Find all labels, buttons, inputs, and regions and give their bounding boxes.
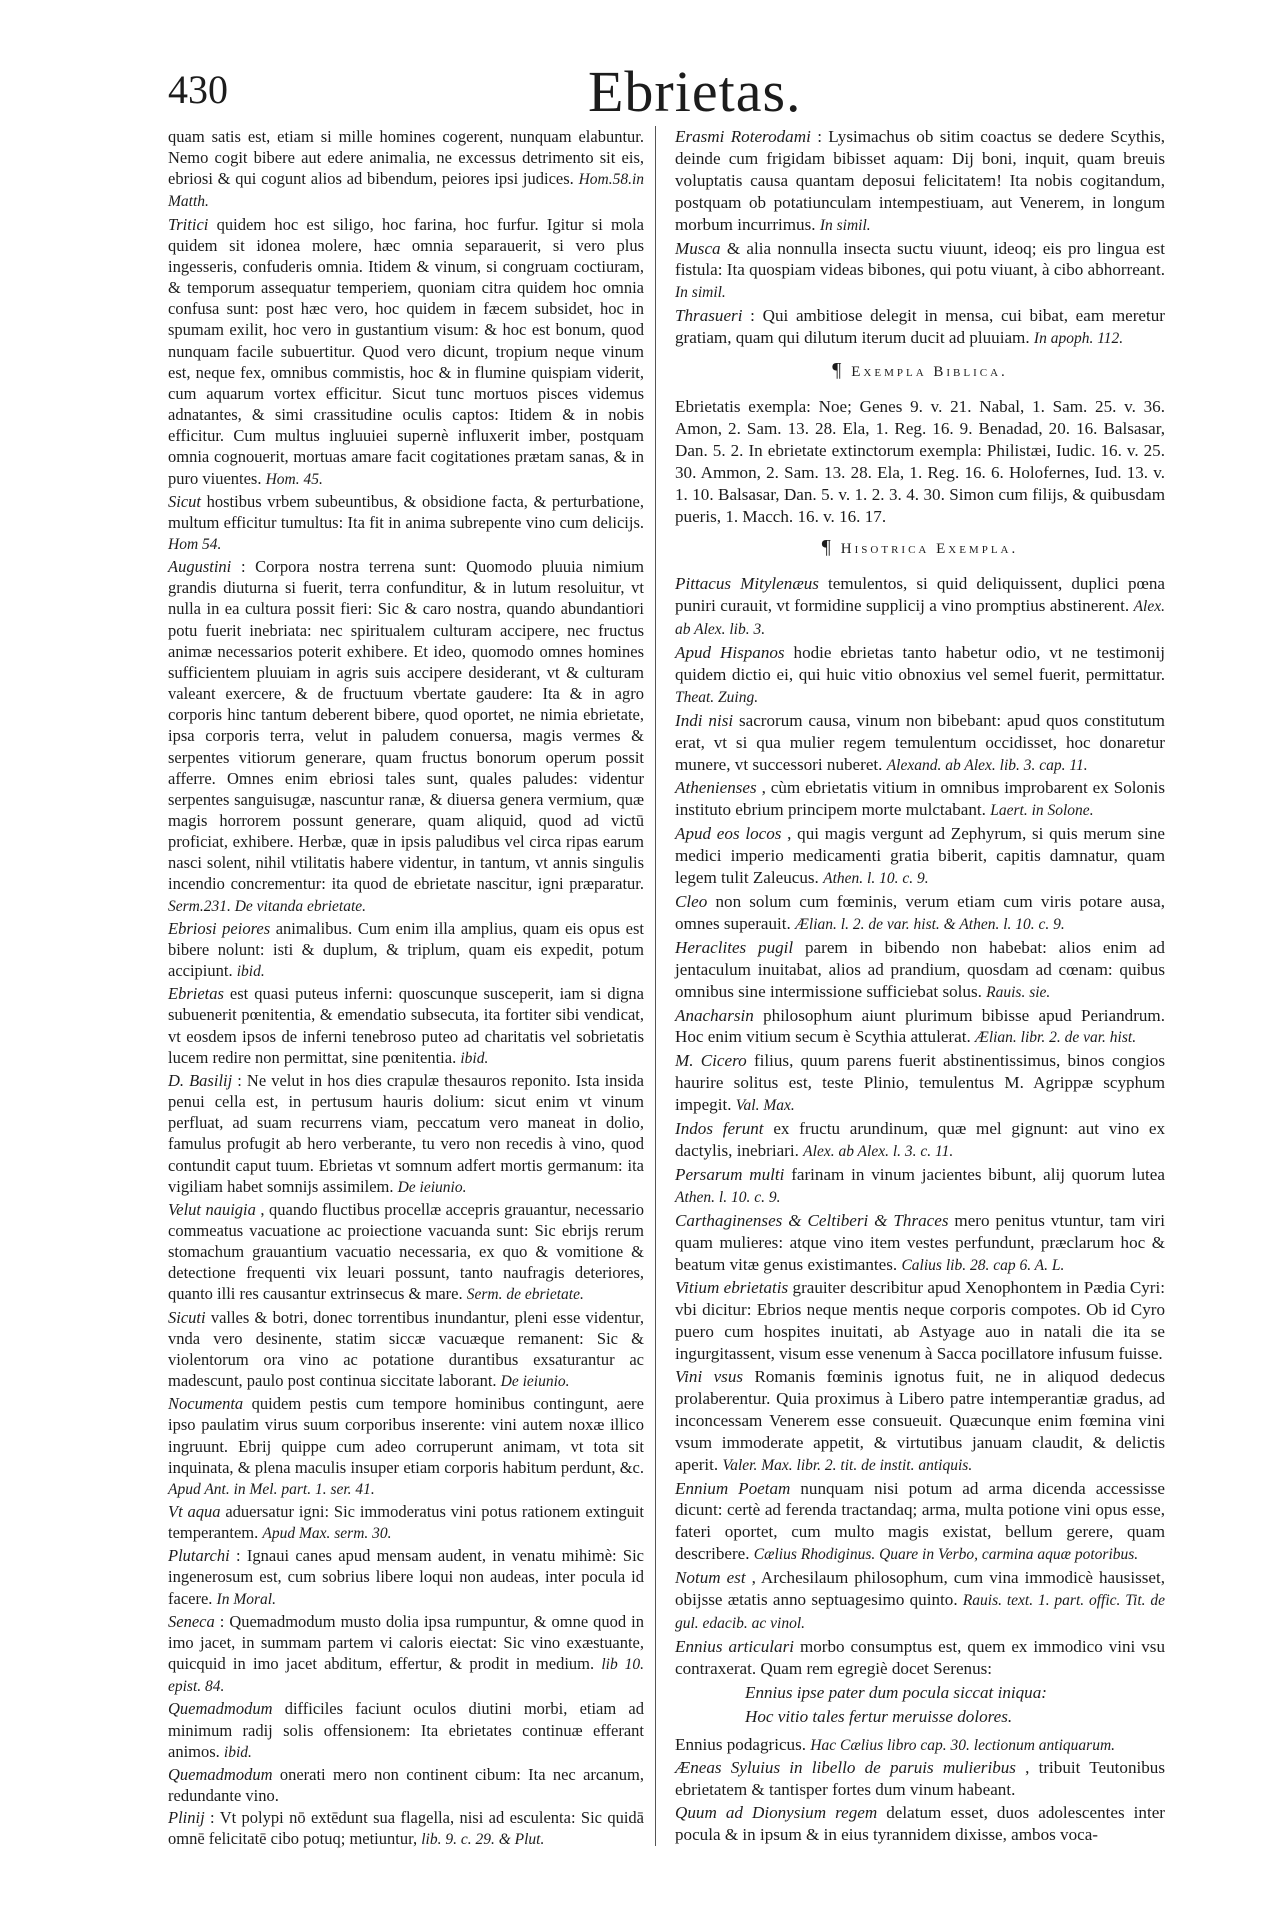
heading-text: Hisotrica Exempla. (840, 541, 1019, 558)
historica-section (675, 573, 1165, 1679)
paragraph (675, 1478, 1165, 1567)
paragraph (168, 1307, 644, 1393)
paragraph (168, 918, 644, 982)
paragraph-text: : Lysimachus ob sitim coactus se dedere Scythis, deinde cum frigidam bibisset aquam: Dij boni, inquit, quam breuis voluptatis causa quantam deposui felicitatem! Ita nobis cogitandum, postquam ob potatiunculam intempestiuam, aut Venerem, in longum morbum incurrimus. (675, 127, 1165, 234)
paragraph-text: , cùm ebrietatis vitium in omnibus improbarent ex Solonis instituto ebrium principem morte mulctabant. (675, 778, 1165, 820)
paragraph-text: sacrorum causa, vinum non bibebant: apud quos constitutum erat, vt si qua mulier regem temulentum occidisset, hoc donaretur munere, vt successori nuberet. (675, 710, 1165, 774)
paragraph (675, 305, 1165, 350)
paragraph-text: : Corpora nostra terrena sunt: Quomodo pluuia nimium grandis diuturna si fuerit, terra confunditur, & in lutum resoluitur, vt nulla in ea cultura possit fieri: Sic & caro nostra, quando abundantiori potu fuerit inebriata: nec spiritualem culturam accipere, nec fructus animæ necessarios poterit exhibere. Et ideo, quomodo omnes homines sufficientem pluuiam in agris suis accipere desiderant, vt & culturam valeant exercere, & de fructuum vbertate gaudere: Ita & in agro corporis hinc tantum deberent bibere, quod oportet, ne nimia ebrietate, ipsa corporis terra, velut in paludem conuersa, magis vermes & serpentes vitiorum generare, quam fructus bonorum operum possit afferre. Omnes enim ebriosi tales sunt, quales paludes: videntur serpentes sanguisugæ, nascuntur ranæ, & diuersa genera vermium, quæ magis horrorem possunt generare, quam aliquid, quod ad victū proficiat, exhibere. Herbæ, quæ in ipsis paludibus vel circa ripas earum nasci solent, nihil vtilitatis habere videntur, in tantum, vt annis singulis incendio concrementur: ita quod de ebrietate nascitur, igni præparatur. (168, 557, 644, 894)
paragraph-text: animalibus. Cum enim illa amplius, quam eis opus est bibere nolunt: isti & duplum, & triplum, quam eis expedit, potum accipiunt. (168, 918, 644, 981)
paragraph (675, 1366, 1165, 1477)
paragraph (675, 1210, 1165, 1277)
verse-line: Ennius ipse pater dum pocula siccat iniqua: (745, 1682, 1047, 1702)
citation: Valer. Max. libr. 2. tit. de instit. antiquis. (722, 1456, 973, 1474)
paragraph-text: : Qui ambitiose delegit in mensa, cui bibat, eam meretur gratiam, quam qui dilutum iterum ducit ad pluuiam. (675, 306, 1165, 348)
paragraph-text: Ebrietatis exempla: Noe; Genes 9. v. 21. Nabal, 1. Sam. 25. v. 36. Amon, 2. Sam. 13. 28. Ela, 1. Reg. 16. 9. Benadad, 20. 16. Balsasar, Dan. 5. 2. In ebrietate extinctorum exempla: Philistæi, Iudic. 16. v. 25. 30. Ammon, 2. Sam. 13. 28. Ela, 1. Reg. 16. 6. Holofernes, Iud. 13. v. 1. 10. Balsasar, Dan. 5. v. 1. 2. 3. 4. 30. Simon cum filijs, & quibusdam pueris, 1. Macch. 16. v. 16. 17. (675, 396, 1165, 526)
lead-term: Anacharsin (675, 1005, 754, 1025)
lead-term: Quum ad Dionysium regem (675, 1803, 878, 1823)
paragraph (675, 1734, 1165, 1757)
paragraph-text: grauiter describitur apud Xenophontem in Pædia Cyri: vbi dicitur: Ebrios neque mentis neque corporis compotes. Ob id Cyro puero cum hospites inuitati, ab Astyage auo in natali die ita se ingurgitassent, visum esse venenum à Sacca pocillatore infusum fuisse. (675, 1278, 1165, 1364)
paragraph-text: , quando fluctibus procellæ accepris grauantur, necessario commeatus vacuatione ac proiectione vacuanda sunt: Sic ebrijs rerum stomachum grauantium vacuatio necessaria, ex quo & vomitione & detectione frequenti vix leuari possunt, tanto naufragis deteriores, quanto illi res causantur extrinsecus & mare. (168, 1199, 644, 1304)
citation: Hom 54. (168, 535, 222, 553)
lead-term: Notum est (675, 1568, 746, 1588)
paragraph (168, 1393, 644, 1500)
paragraph (675, 1757, 1165, 1801)
paragraph-text: non solum cum fœminis, verum etiam cum viris potare ausa, omnes superauit. (675, 892, 1165, 933)
paragraph-text: quidem pestis cum tempore hominibus contingunt, aere ipso paulatim virus suum corporibus inserente: vini autem noxæ illico ingruunt. Ebrij quippe cum adeo corruperunt animam, vt tota sit inquinata, & plena maculis insuper etiam corporis habitum perdunt, &c. (168, 1394, 645, 1477)
lead-term: Sicut (168, 491, 201, 511)
citation: De ieiunio. (500, 1373, 570, 1391)
paragraph-text: & alia nonnulla insecta suctu viuunt, ideoq; eis pro lingua est fistula: Ita quospiam videas bibones, qui potu viuant, à cibo abhorreant. (675, 238, 1165, 280)
citation: In simil. (819, 216, 871, 234)
column-divider (655, 126, 656, 1846)
paragraph-text: hostibus vrbem subeuntibus, & obsidione facta, & perturbatione, multum efficitur tumultus: Ita fit in anima subrepente vino cum delicijs. (168, 491, 645, 532)
closing-section (675, 1734, 1165, 1847)
citation: Alex. ab Alex. lib. 3. (675, 598, 1165, 639)
lead-term: Quemadmodum (168, 1764, 273, 1784)
citation: De ieiunio. (397, 1178, 467, 1196)
citation: Laert. in Solone. (990, 802, 1094, 820)
paragraph (675, 710, 1165, 777)
paragraph-text: morbo consumptus est, quem ex immodico vini vsu contraxerat. Quam rem egregiè docet Serenus: (675, 1636, 1165, 1678)
citation: Hom.58.in Matth. (168, 171, 645, 211)
paragraph-text: delatum esset, duos adolescentes inter pocula & in ipsum & in eius tyrannidem dixisse, ambos voca- (675, 1803, 1166, 1845)
paragraph-text: , qui magis vergunt ad Zephyrum, si quis merum sine medici imperio medicamenti gratia biberit, capitis damnatur, quam legem tulit Zaleucus. (675, 824, 1165, 888)
lead-term: Vini vsus (675, 1367, 744, 1387)
paragraph (168, 1545, 644, 1609)
citation: ibid. (223, 1743, 252, 1761)
paragraph (675, 1118, 1165, 1163)
lead-term: Carthaginenses & Celtiberi & Thraces (675, 1210, 949, 1230)
lead-term: Ebrietas (168, 984, 224, 1004)
paragraph-text: quidem hoc est siligo, hoc farina, hoc furfur. Igitur si mola quidem sit idonea molere, hæc omnia separauerit, si vero plus ingesseris, confuderis omnia. Itidem & vinum, si congruam coctiuram, & temporum assequatur temperiem, quoniam citra quidem hoc omnia confusa sunt: post hæc vero, hoc quidem in fæcem subsidet, hoc in spumam exilit, hoc vero in gustantium visum: & hoc est bonum, quod nunquam facile subuertitur. Quod vero dicunt, tropium neque vinum est, neque fex, omnibus commistis, hoc & in flumine quispiam viderit, cum aquarum vortex efficitur. Sicut tunc mortuos pisces videmus adnatantes, & simi crassitudine oculis captos: Itidem & in nobis efficitur. Cum multus ingluuiei supernè influxerit imber, postquam omnia cognouerit, mortuas amare facit cogitationes prætam sanas, & in puro viuentes. (168, 214, 645, 488)
lead-term: Musca (675, 238, 721, 258)
lead-term: D. Basilij (168, 1070, 233, 1090)
paragraph-text: aduersatur igni: Sic immoderatus vini potus rationem extinguit temperantem. (168, 1502, 644, 1543)
lead-term: Indi nisi (675, 710, 734, 730)
paragraph-text: Romanis fœminis ignotus fuit, ne in aliquod dedecus prolaberentur. Quia proximus à Libero patre intemperantiæ gradus, ad inconcessam Venerem esse consueuit. Quæcunque enim fœmina vini vsum immoderate appetit, & virtutibus januam claudit, & delictis aperit. (675, 1367, 1165, 1474)
lead-term: Plinij (168, 1808, 205, 1828)
lead-term: Vitium ebrietatis (675, 1278, 789, 1298)
citation: Athen. l. 10. c. 9. (823, 870, 929, 888)
lead-term: Apud eos locos (675, 824, 782, 844)
paragraph (675, 238, 1165, 305)
paragraph-text: mero penitus vtuntur, tam viri quam mulieres: atque vino item vestes perfundunt, præclarum hoc & beatum vitæ genus existimantes. (675, 1210, 1165, 1274)
paragraph (675, 1005, 1165, 1050)
section-heading-biblica: ¶ Exempla Biblica. (832, 359, 1008, 382)
lead-term: Apud Hispanos (675, 643, 785, 663)
paragraph-text: valles & botri, donec torrentibus inundantur, pleni esse videntur, vnda vero desinente, statim siccæ vacuæque remanent: Sic & violentorum ora vino ac potatione durantibus exsaturantur ac madescunt, paulo post continua siccitate laborant. (168, 1307, 644, 1391)
lead-term: Ebriosi peiores (168, 918, 271, 938)
citation: In simil. (675, 284, 726, 302)
lead-term: Vt aqua (168, 1502, 221, 1521)
citation: ibid. (236, 963, 265, 981)
paragraph (675, 937, 1165, 1004)
paragraph (168, 983, 644, 1069)
left-column (168, 126, 644, 1852)
paragraph (168, 1698, 644, 1762)
lead-term: Athenienses (675, 778, 757, 798)
paragraph-text: : Quemadmodum musto dolia ipsa rumpuntur, & omne quod in imo jacet, in summam partem vi caloris eiectat: Sic vino exæstuante, quicquid in imo jacet abditum, effertur, & prodit in medium. (168, 1611, 644, 1674)
verse-line: Hoc vitio tales fertur meruisse dolores. (745, 1706, 1013, 1726)
paragraph-text: est quasi puteus inferni: quoscunque susceperit, iam si digna subuenerit pœnitentia, & emendatio subsecuta, ita fortiter sibi vendicat, vt eosdem ipsos de inferni tenebroso puteo ad charitatis vel sobrietatis lucem redire non permittat, sine pœnitentia. (168, 984, 644, 1067)
paragraph (168, 1199, 644, 1306)
citation: Athen. l. 10. c. 9. (675, 1188, 781, 1206)
citation: Rauis. text. 1. part. offic. Tit. de gul. edacib. ac vinol. (675, 1592, 1165, 1632)
paragraph-text: onerati mero non continent cibum: Ita nec arcanum, redundante vino. (168, 1764, 644, 1806)
citation: Theat. Zuing. (675, 688, 759, 706)
lead-term: Ennium Poetam (675, 1478, 791, 1498)
lead-term: Cleo (675, 892, 708, 911)
citation: Serm. de ebrietate. (466, 1286, 584, 1304)
paragraph-text: : Ne velut in hos dies crapulæ thesauros reponito. Ista insida penui cella est, in pertusum hauris dolium: sicut enim vt vinum perfluat, ad suam recurrens viam, peccatum vero maneat in dolio, famulus profugit ab hero verberante, tu vero non recedis à vino, quod contundit caput tuum. Ebrietas vt somnum adfert mortis germanum: ita vigiliam habet somnijs assimilem. (168, 1070, 644, 1196)
paragraph-text: parem in bibendo non habebat: alios enim ad jentaculum inuitabat, alios ad prandium, quosdam ad cœnam: quibus omnibus sine intermissione sufficiebat solus. (675, 937, 1165, 1001)
right-intro (675, 126, 1165, 350)
paragraph (675, 777, 1165, 822)
paragraph-text: philosophum aiunt plurimum bibisse apud Periandrum. Hoc enim vitium secum è Scythia attulerat. (675, 1005, 1165, 1047)
citation: In Moral. (216, 1590, 276, 1608)
paragraph (675, 126, 1165, 237)
lead-term: Seneca (168, 1611, 215, 1631)
citation: Ælian. libr. 2. de var. hist. (975, 1029, 1137, 1047)
lead-term: Æneas Syluius in libello de paruis mulieribus (675, 1758, 1016, 1778)
paragraph (675, 642, 1165, 709)
citation: In apoph. 112. (1033, 330, 1124, 348)
paragraph (168, 556, 644, 917)
citation: Cælius Rhodiginus. Quare in Verbo, carmina aquæ potoribus. (753, 1546, 1139, 1564)
biblica-section (675, 396, 1165, 527)
lead-term: Heraclites pugil (675, 937, 794, 957)
section-heading-historica: ¶ Hisotrica Exempla. (821, 536, 1019, 559)
lead-term: Velut nauigia (168, 1199, 256, 1219)
lead-term: M. Cicero (675, 1051, 747, 1071)
page-number: 430 (168, 67, 228, 112)
lead-term: Quemadmodum (168, 1699, 273, 1719)
right-column (675, 126, 1165, 1847)
paragraph (675, 1277, 1165, 1365)
citation: Alex. ab Alex. l. 3. c. 11. (803, 1142, 954, 1160)
paragraph (675, 823, 1165, 890)
lead-term: Persarum multi (675, 1164, 785, 1184)
lead-term: Thrasueri (675, 306, 743, 326)
citation: Calius lib. 28. cap 6. A. L. (901, 1256, 1065, 1274)
lead-term: Indos ferunt (675, 1119, 764, 1139)
citation: lib. 9. c. 29. & Plut. (421, 1831, 545, 1849)
lead-term: Nocumenta (168, 1394, 244, 1414)
paragraph-text: , tribuit Teutonibus ebrietatem & tantisper fortes dum vinum habeant. (675, 1758, 1165, 1800)
paragraph (168, 1764, 644, 1806)
citation: Alexand. ab Alex. lib. 3. cap. 11. (886, 756, 1088, 774)
citation: Ælian. l. 2. de var. hist. & Athen. l. 10. c. 9. (795, 915, 1065, 933)
paragraph (675, 1802, 1165, 1846)
paragraph (675, 396, 1165, 527)
paragraph-text: nunquam nisi potum ad arma dicenda accessisse dicunt: certè ad ferenda tractandaq; arma, multa potione vini opus esse, fateri oportet, cum multo magis existat, bellum gerere, quam describere. (675, 1478, 1165, 1564)
citation: Apud Ant. in Mel. part. 1. ser. 41. (168, 1480, 375, 1498)
paragraph-text: hodie ebrietas tanto habetur odio, vt ne testimonij quidem dictio ei, qui huic vitio obnoxius vel semel fuerit, permittatur. (675, 643, 1165, 684)
citation: Val. Max. (735, 1097, 795, 1115)
page-title: Ebrietas. (588, 59, 802, 124)
paragraph (168, 214, 644, 490)
citation: lib 10. epist. 84. (168, 1656, 644, 1696)
paragraph-text: filius, quum parens fuerit abstinentissimus, binos congios haurire solitus est, teste Plinio, temulentus M. Agrippæ scyphum impegit. (675, 1051, 1165, 1115)
citation: Serm.231. De vitanda ebrietate. (168, 897, 367, 915)
paragraph-text: difficiles faciunt oculos diutini morbi, etiam ad minimum radij solis offensionem: Ita ebrietates continuæ efferant animos. (168, 1699, 644, 1761)
paragraph-text: ex fructu arundinum, quæ mel gignunt: aut vino ex dactylis, inebriari. (675, 1119, 1165, 1160)
page-header (168, 58, 802, 128)
paragraph (675, 1050, 1165, 1117)
paragraph (168, 1501, 644, 1544)
citation: Hom. 45. (265, 470, 323, 488)
paragraph (168, 126, 644, 213)
lead-term: Augustini (168, 557, 232, 577)
heading-text: Exempla Biblica. (851, 364, 1008, 381)
paragraph (675, 1567, 1165, 1635)
citation: Apud Max. serm. 30. (262, 1525, 392, 1543)
citation: ibid. (460, 1049, 489, 1067)
paragraph (675, 891, 1165, 936)
paragraph (168, 1611, 644, 1698)
citation: Rauis. sie. (986, 983, 1051, 1001)
lead-term: Tritici (168, 214, 209, 234)
lead-term: Pittacus Mitylenæus (675, 574, 819, 594)
citation: Hac Cælius libro cap. 30. lectionum antiquarum. (810, 1736, 1116, 1754)
lead-term: Sicuti (168, 1307, 206, 1327)
paragraph (675, 1636, 1165, 1680)
paragraph (168, 491, 644, 555)
paragraph (168, 1070, 644, 1198)
lead-term: Ennius articulari (675, 1636, 794, 1656)
lead-term: Plutarchi (168, 1546, 230, 1566)
paragraph (675, 573, 1165, 641)
paragraph (168, 1807, 644, 1850)
paragraph-text: Ennius podagricus. (675, 1734, 807, 1754)
paragraph-text: farinam in vinum jacientes bibunt, alij quorum lutea (791, 1164, 1165, 1184)
paragraph-text: : Vt polypi nō extēdunt sua flagella, nisi ad esculenta: Sic quidā omnē felicitatē cibo potuq; metiuntur, (168, 1808, 645, 1849)
paragraph-text: quam satis est, etiam si mille homines cogerent, nunquam elabuntur. Nemo cogit bibere aut edere animalia, ne excessus detrimento sit eis, ebriosi & qui cogunt alios ad bibendum, peiores ipsi judices. (168, 127, 644, 189)
paragraph-text: , Archesilaum philosophum, cum vina immodicè hausisset, obijsse ætatis anno septuagesimo quinto. (675, 1568, 1165, 1610)
paragraph (675, 1164, 1165, 1209)
lead-term: Erasmi Roterodami (675, 127, 811, 146)
paragraph-text: temulentos, si quid deliquissent, duplici pœna puniri curauit, vt formidine supplicij a vino promptius abstinerent. (675, 574, 1165, 616)
paragraph-text: : Ignaui canes apud mensam audent, in venatu mihimè: Sic ingenerosum est, cum sobrius libere loqui non audeas, inter pocula id facere. (168, 1546, 644, 1608)
